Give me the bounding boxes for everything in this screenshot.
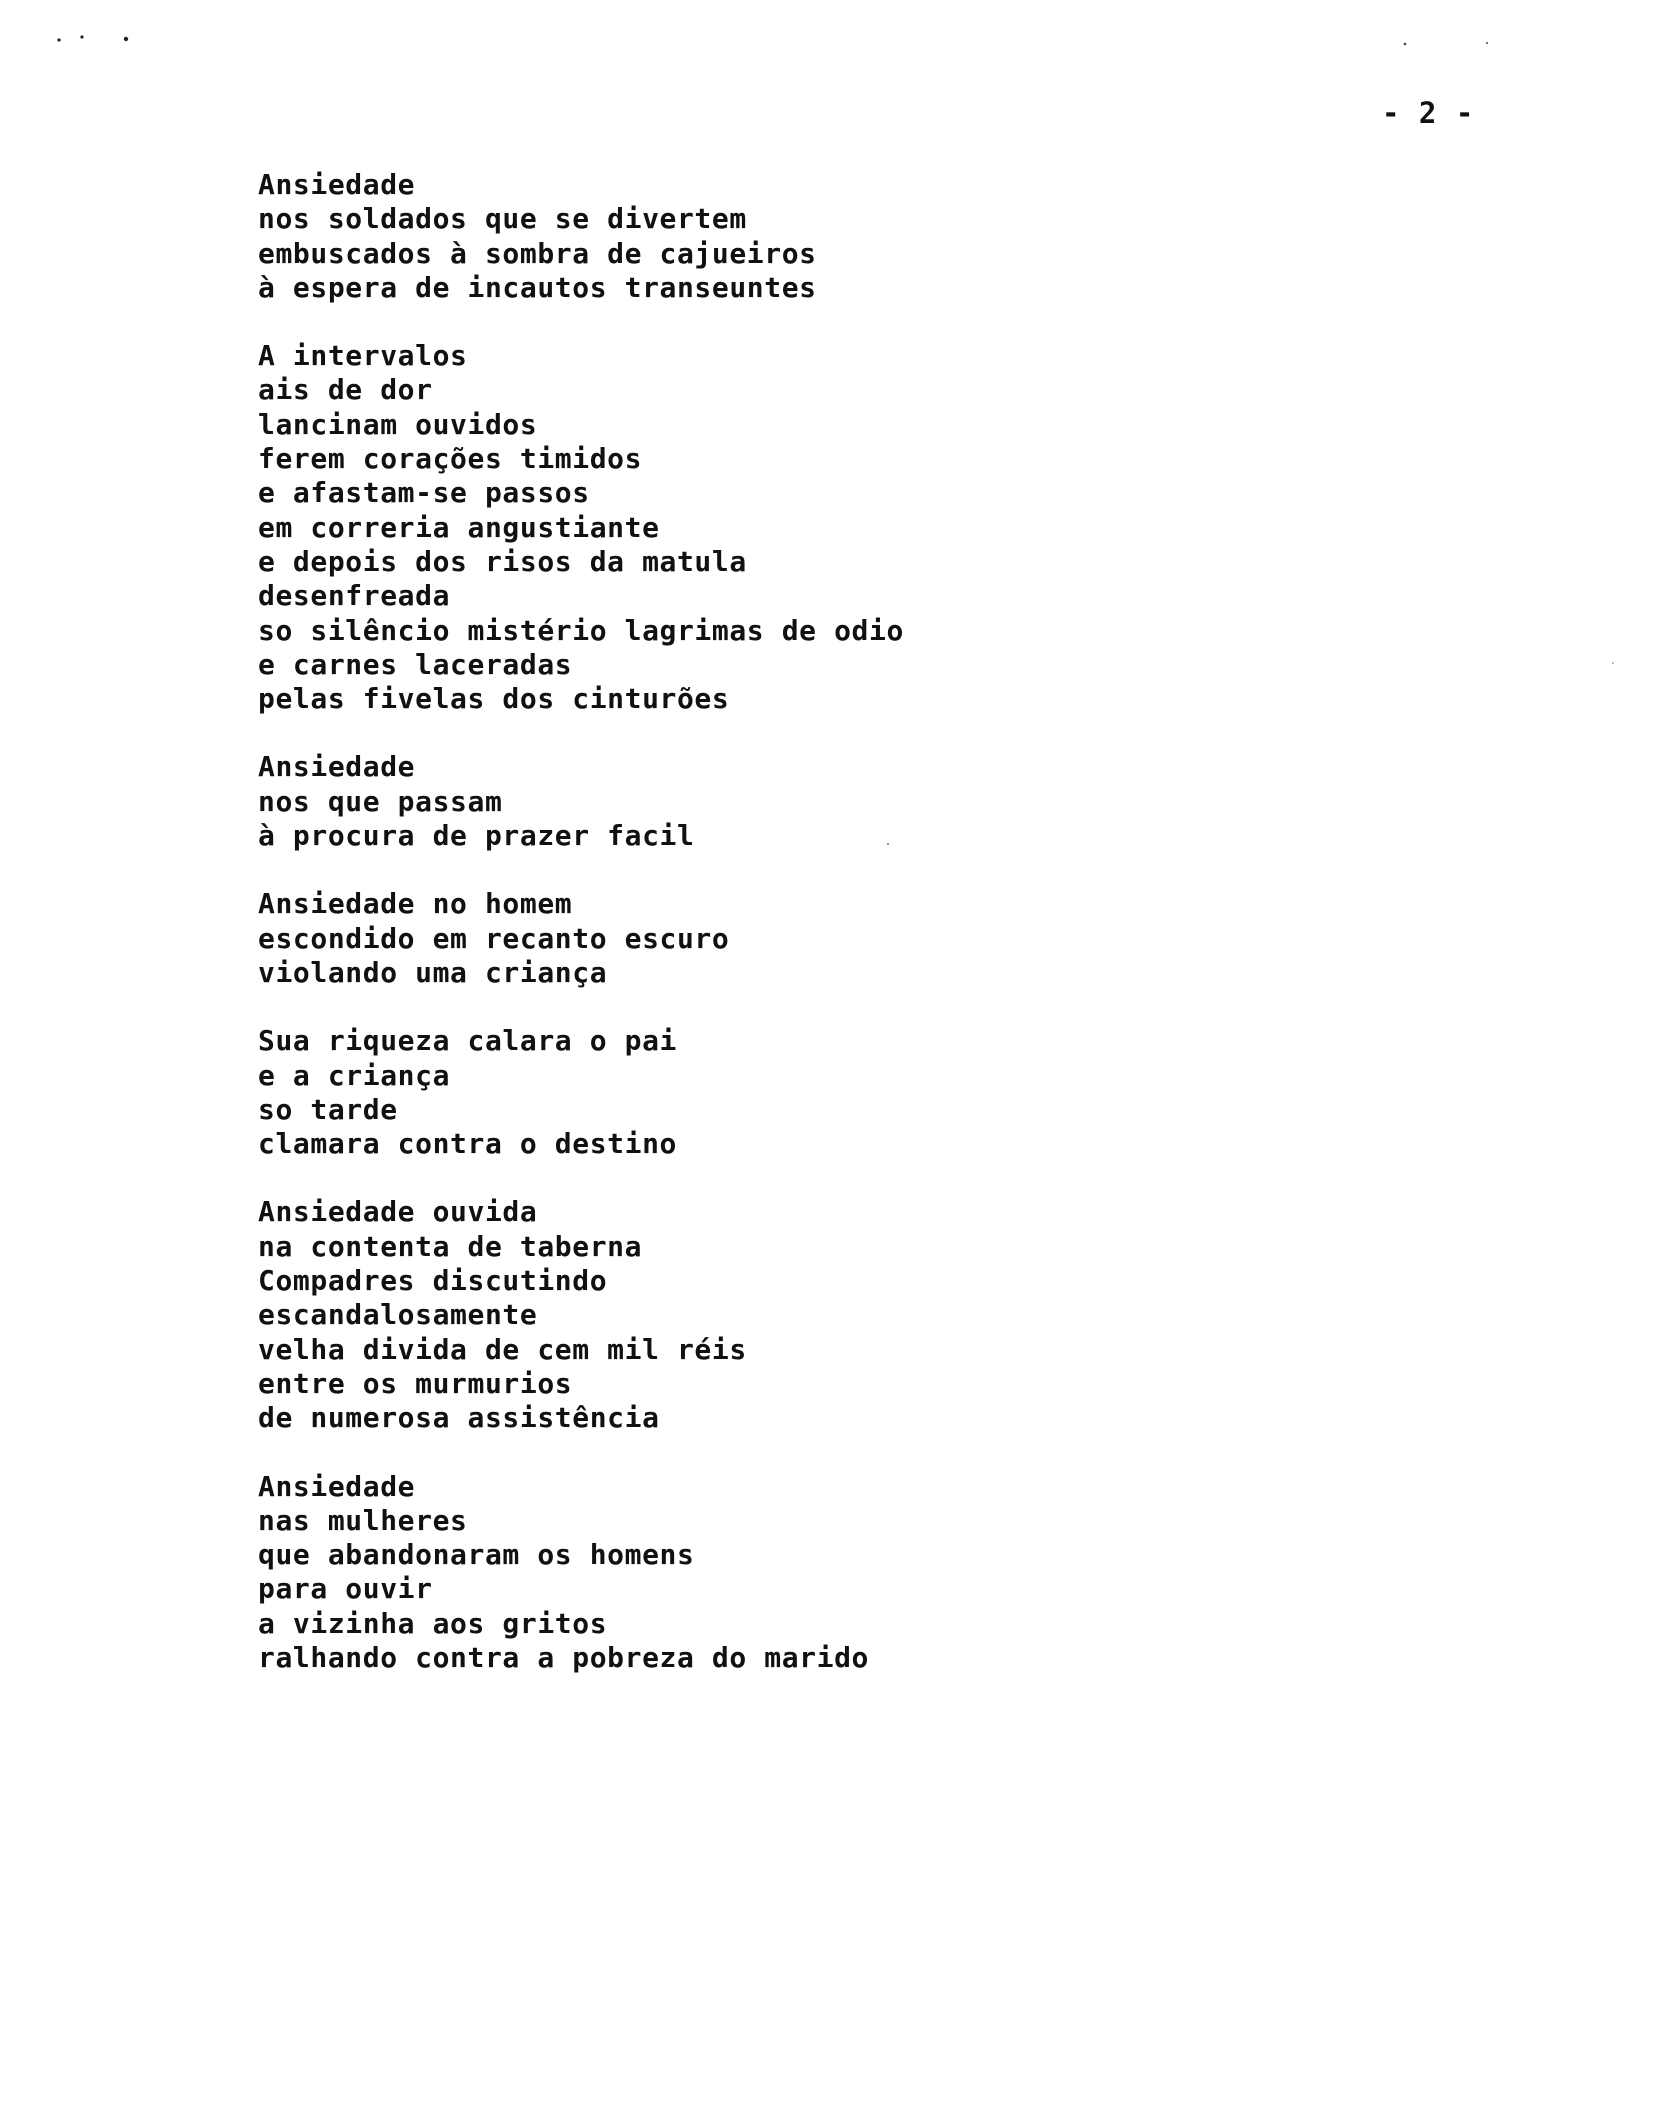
page-number: - 2 - [1382,96,1475,130]
poem-line: Sua riqueza calara o pai [258,1024,677,1058]
poem-line: clamara contra o destino [258,1127,677,1161]
poem-line: em correria angustiante [258,510,660,544]
stanza-2 [258,339,1358,716]
poem-line: Compadres discutindo [258,1264,608,1298]
poem-line: ferem corações timidos [258,442,643,476]
poem-line: Ansiedade [258,1469,416,1503]
poem-line: lancinam ouvidos [258,407,538,441]
stanza-3 [258,750,1358,853]
poem-line: embuscados à sombra de cajueiros [258,236,817,270]
poem-line: violando uma criança [258,955,608,989]
poem-line: e depois dos risos da matula [258,544,747,578]
stanza-7 [258,1470,1358,1676]
poem-line: velha divida de cem mil réis [258,1332,747,1366]
poem-line: ais de dor [258,373,433,407]
poem-line: e afastam-se passos [258,476,590,510]
poem-line: ralhando contra a pobreza do marido [258,1640,870,1674]
poem-line: à espera de incautos transeuntes [258,270,817,304]
stanza-5 [258,1024,1358,1161]
poem-line: Ansiedade [258,168,416,201]
poem-line: escandalosamente [258,1298,538,1332]
poem-line: Ansiedade ouvida [258,1195,538,1229]
poem-line: Ansiedade [258,750,416,784]
poem-line: de numerosa assistência [258,1401,660,1435]
poem-line: para ouvir [258,1572,433,1606]
poem-line: que abandonaram os homens [258,1538,695,1572]
poem-line: A intervalos [258,339,468,373]
poem-line: e carnes laceradas [258,647,573,681]
poem-line: à procura de prazer facil [258,819,695,853]
poem-line: entre os murmurios [258,1366,573,1400]
poem-line: escondido em recanto escuro [258,921,730,955]
stanza-4 [258,887,1358,990]
stanza-1 [258,168,1358,305]
poem-line: na contenta de taberna [258,1229,643,1263]
poem-line: so tarde [258,1092,398,1126]
poem-line: nos que passam [258,784,503,818]
poem-line: so silêncio mistério lagrimas de odio [258,613,904,647]
poem-body [258,168,1358,1709]
stanza-6 [258,1195,1358,1435]
poem-line: desenfreada [258,579,451,613]
poem-line: e a criança [258,1058,451,1092]
poem-line: Ansiedade no homem [258,887,573,921]
poem-line: nas mulheres [258,1503,468,1537]
poem-line: a vizinha aos gritos [258,1606,608,1640]
poem-line: nos soldados que se divertem [258,202,747,236]
poem-line: pelas fivelas dos cinturões [258,682,730,716]
